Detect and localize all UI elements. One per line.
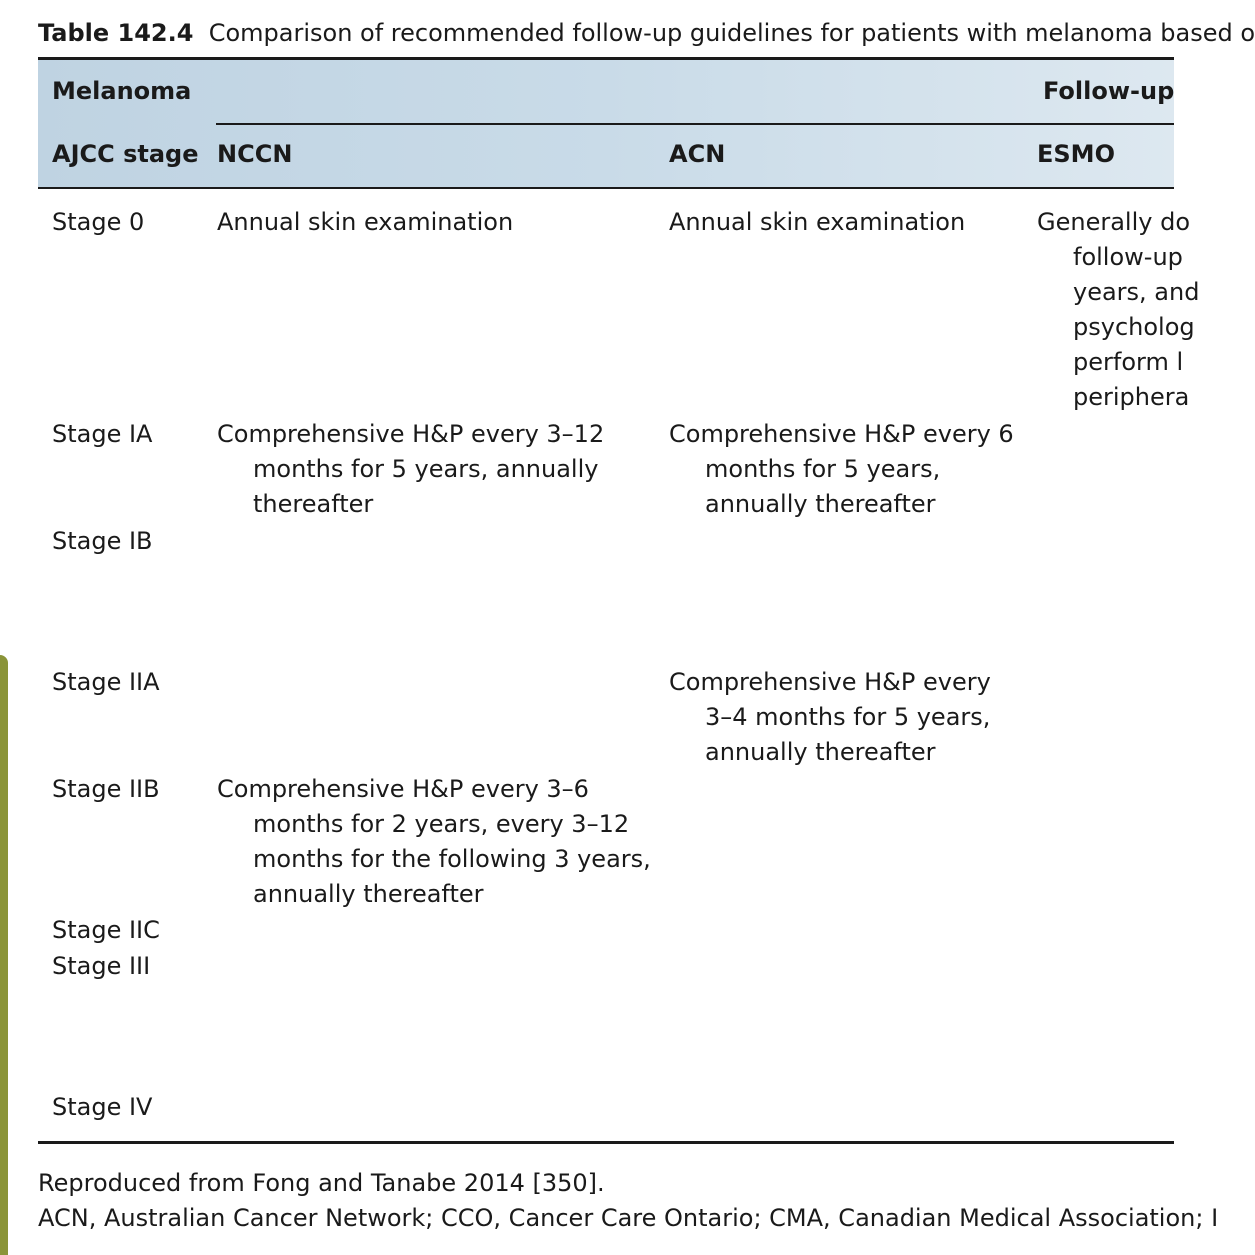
- nccn-stage-iib-line: Comprehensive H&P every 3–6: [217, 775, 589, 803]
- acn-stage-iia-line: Comprehensive H&P every: [669, 668, 991, 696]
- header-esmo: ESMO: [1037, 140, 1115, 168]
- footnote-abbreviations: ACN, Australian Cancer Network; CCO, Cancer Care Ontario; CMA, Canadian Medical Association; I: [38, 1204, 1219, 1232]
- header-nccn: NCCN: [217, 140, 293, 168]
- table-header-rule: [38, 187, 1174, 189]
- nccn-stage-ia-line: thereafter: [253, 490, 374, 518]
- esmo-stage-0-line: perform l: [1073, 348, 1184, 376]
- nccn-stage-ia: [217, 417, 604, 522]
- stage-iib: Stage IIB: [52, 775, 160, 803]
- esmo-stage-0: [1037, 205, 1199, 415]
- header-ajcc-stage: AJCC stage: [52, 140, 199, 168]
- header-acn: ACN: [669, 140, 726, 168]
- stage-ia: Stage IA: [52, 420, 153, 448]
- header-melanoma: Melanoma: [52, 77, 192, 105]
- stage-iii: Stage III: [52, 952, 151, 980]
- acn-stage-ia-line: Comprehensive H&P every 6: [669, 420, 1014, 448]
- stage-iv: Stage IV: [52, 1093, 153, 1121]
- nccn-stage-iib-line: months for the following 3 years,: [253, 845, 651, 873]
- side-accent-bar: [0, 655, 8, 1255]
- esmo-stage-0-line: Generally do: [1037, 208, 1190, 236]
- table-label: Table 142.4: [38, 19, 194, 47]
- acn-stage-0: Annual skin examination: [669, 208, 966, 236]
- header-follow-up: Follow-up: [1043, 77, 1175, 105]
- footnote-source: Reproduced from Fong and Tanabe 2014 [350].: [38, 1169, 605, 1197]
- table-caption: [38, 16, 1255, 51]
- acn-stage-iia: [669, 665, 991, 770]
- esmo-stage-0-line: periphera: [1073, 383, 1190, 411]
- acn-stage-ia: [669, 417, 1014, 522]
- nccn-stage-0: Annual skin examination: [217, 208, 514, 236]
- stage-0: Stage 0: [52, 208, 145, 236]
- nccn-stage-iib: [217, 772, 651, 912]
- acn-stage-ia-line: annually thereafter: [705, 490, 936, 518]
- table-title: Comparison of recommended follow-up guidelines for patients with melanoma based o: [208, 19, 1255, 47]
- esmo-stage-0-line: psycholog: [1073, 313, 1195, 341]
- acn-stage-iia-line: 3–4 months for 5 years,: [705, 703, 991, 731]
- esmo-stage-0-line: years, and: [1073, 278, 1200, 306]
- esmo-stage-0-line: follow-up: [1073, 243, 1183, 271]
- nccn-stage-iib-line: annually thereafter: [253, 880, 484, 908]
- nccn-stage-ia-line: months for 5 years, annually: [253, 455, 599, 483]
- nccn-stage-iib-line: months for 2 years, every 3–12: [253, 810, 630, 838]
- acn-stage-ia-line: months for 5 years,: [705, 455, 941, 483]
- stage-ib: Stage IB: [52, 527, 153, 555]
- table-bottom-rule: [38, 1141, 1174, 1144]
- stage-iic: Stage IIC: [52, 916, 160, 944]
- nccn-stage-ia-line: Comprehensive H&P every 3–12: [217, 420, 605, 448]
- acn-stage-iia-line: annually thereafter: [705, 738, 936, 766]
- follow-up-span-rule: [216, 123, 1174, 125]
- stage-iia: Stage IIA: [52, 668, 160, 696]
